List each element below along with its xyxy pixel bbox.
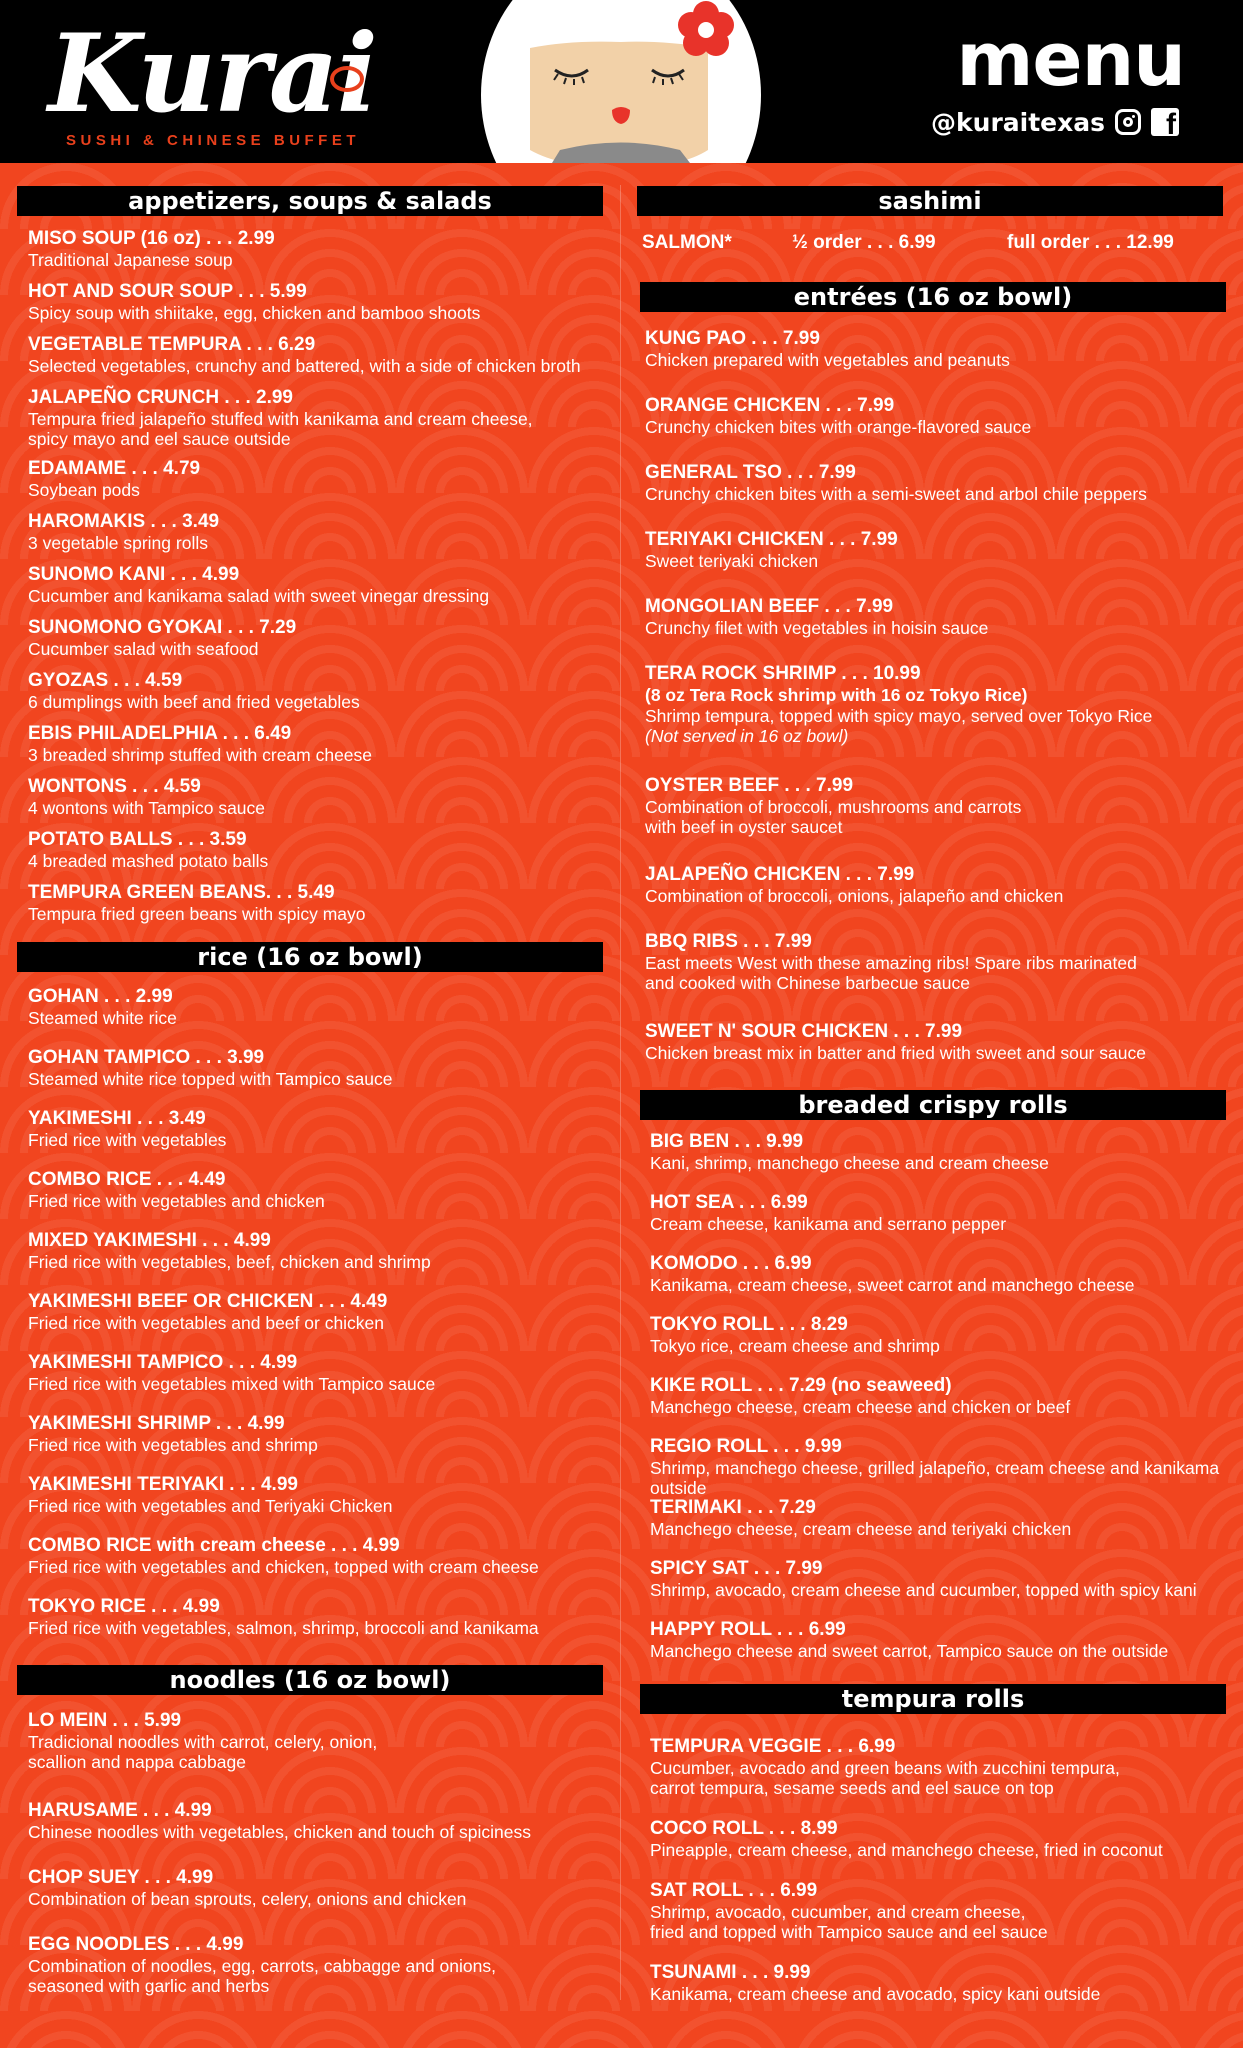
menu-item: ORANGE CHICKEN . . . 7.99 Crunchy chicken bites with orange-flavored sauce (645, 395, 1032, 437)
menu-item: SUNOMO KANI . . . 4.99 Cucumber and kanikama salad with sweet vinegar dressing (28, 564, 490, 606)
menu-item: KOMODO . . . 6.99 Kanikama, cream cheese, sweet carrot and manchego cheese (650, 1253, 1135, 1295)
menu-item: HAPPY ROLL . . . 6.99 Manchego cheese and sweet carrot, Tampico sauce on the outside (650, 1619, 1169, 1661)
section-header-noodles: noodles (16 oz bowl) (17, 1665, 603, 1695)
menu-item: POTATO BALLS . . . 3.59 4 breaded mashed potato balls (28, 829, 269, 871)
menu-item: KIKE ROLL . . . 7.29 (no seaweed) Manchego cheese, cream cheese and chicken or beef (650, 1375, 1071, 1417)
menu-item: TOKYO ROLL . . . 8.29 Tokyo rice, cream cheese and shrimp (650, 1314, 940, 1356)
menu-header (0, 0, 1243, 163)
menu-item: HOT SEA . . . 6.99 Cream cheese, kanikama and serrano pepper (650, 1192, 1007, 1234)
kurai-logo (48, 11, 376, 154)
sashimi-name: SALMON* (642, 232, 732, 253)
menu-item: SAT ROLL . . . 6.99 Shrimp, avocado, cucumber, and cream cheese, fried and topped with Tampico sauce and eel sauce (650, 1880, 1048, 1942)
menu-item: SPICY SAT . . . 7.99 Shrimp, avocado, cream cheese and cucumber, topped with spicy kani (650, 1558, 1197, 1600)
menu-item: TOKYO RICE . . . 4.99 Fried rice with vegetables, salmon, shrimp, broccoli and kanikama (28, 1596, 539, 1638)
menu-item: TERIYAKI CHICKEN . . . 7.99 Sweet teriyaki chicken (645, 529, 898, 571)
menu-item: LO MEIN . . . 5.99 Tradicional noodles with carrot, celery, onion, scallion and nappa cabbage (28, 1710, 378, 1772)
menu-item: YAKIMESHI SHRIMP . . . 4.99 Fried rice with vegetables and shrimp (28, 1413, 318, 1455)
menu-item: GENERAL TSO . . . 7.99 Crunchy chicken bites with a semi-sweet and arbol chile peppers (645, 462, 1147, 504)
menu-item: REGIO ROLL . . . 9.99 Shrimp, manchego cheese, grilled jalapeño, cream cheese and kanikama outside (650, 1436, 1220, 1498)
menu-item: WONTONS . . . 4.59 4 wontons with Tampico sauce (28, 776, 266, 818)
menu-item: YAKIMESHI TERIYAKI . . . 4.99 Fried rice with vegetables and Teriyaki Chicken (28, 1474, 393, 1516)
menu-item: TERA ROCK SHRIMP . . . 10.99 (8 oz Tera Rock shrimp with 16 oz Tokyo Rice) Shrimp tempura, topped with spicy mayo, served over Tokyo Rice (Not served in 16 oz bowl) (645, 663, 1153, 746)
logo-dot (330, 66, 364, 92)
menu-item: GOHAN TAMPICO . . . 3.99 Steamed white rice topped with Tampico sauce (28, 1047, 393, 1089)
menu-item: YAKIMESHI TAMPICO . . . 4.99 Fried rice with vegetables mixed with Tampico sauce (28, 1352, 436, 1394)
page-title: menu (956, 17, 1185, 103)
column-divider (620, 185, 621, 2000)
menu-item: MISO SOUP (16 oz) . . . 2.99 Traditional Japanese soup (28, 228, 275, 270)
menu-item: EGG NOODLES . . . 4.99 Combination of noodles, egg, carrots, cabbagge and onions, seasoned with garlic and herbs (28, 1934, 496, 1996)
menu-item: BBQ RIBS . . . 7.99 East meets West with these amazing ribs! Spare ribs marinated and cooked with Chinese barbecue sauce (645, 931, 1137, 993)
sashimi-half-order: ½ order . . . 6.99 (792, 232, 936, 253)
menu-item: SUNOMONO GYOKAI . . . 7.29 Cucumber salad with seafood (28, 617, 297, 659)
menu-item: EDAMAME . . . 4.79 Soybean pods (28, 458, 201, 500)
menu-item: HARUSAME . . . 4.99 Chinese noodles with vegetables, chicken and touch of spiciness (28, 1800, 531, 1842)
sashimi-full-order: full order . . . 12.99 (1007, 232, 1174, 253)
section-header-sashimi: sashimi (637, 186, 1223, 216)
menu-item: SWEET N' SOUR CHICKEN . . . 7.99 Chicken breast mix in batter and fried with sweet and sour sauce (645, 1021, 1146, 1063)
logo-wordmark: Kurai (48, 11, 376, 137)
menu-item: CHOP SUEY . . . 4.99 Combination of bean sprouts, celery, onions and chicken (28, 1867, 467, 1909)
menu-item: GYOZAS . . . 4.59 6 dumplings with beef and fried vegetables (28, 670, 360, 712)
instagram-icon[interactable] (1115, 109, 1141, 135)
menu-item: BIG BEN . . . 9.99 Kani, shrimp, manchego cheese and cream cheese (650, 1131, 1049, 1173)
menu-item: OYSTER BEEF . . . 7.99 Combination of broccoli, mushrooms and carrots with beef in oyster saucet (645, 775, 1022, 837)
menu-item: COMBO RICE with cream cheese . . . 4.99 Fried rice with vegetables and chicken, topped with cream cheese (28, 1535, 539, 1577)
menu-item: COMBO RICE . . . 4.49 Fried rice with vegetables and chicken (28, 1169, 325, 1211)
kokeshi-doll-illustration (480, 0, 762, 163)
facebook-icon[interactable]: f (1151, 108, 1179, 136)
menu-item: GOHAN . . . 2.99 Steamed white rice (28, 986, 177, 1028)
menu-item: COCO ROLL . . . 8.99 Pineapple, cream cheese, and manchego cheese, fried in coconut (650, 1818, 1163, 1860)
section-header-rice: rice (16 oz bowl) (17, 942, 603, 972)
logo-subtitle: SUSHI & CHINESE BUFFET (66, 132, 361, 149)
social-handle: @kuraitexas (931, 107, 1105, 137)
menu-item: TERIMAKI . . . 7.29 Manchego cheese, cream cheese and teriyaki chicken (650, 1497, 1072, 1539)
menu-item: EBIS PHILADELPHIA . . . 6.49 3 breaded shrimp stuffed with cream cheese (28, 723, 373, 765)
menu-item: HAROMAKIS . . . 3.49 3 vegetable spring rolls (28, 511, 220, 553)
social-links (931, 104, 1179, 140)
menu-item: JALAPEÑO CRUNCH . . . 2.99 Tempura fried jalapeño stuffed with kanikama and cream cheese, spicy mayo and eel sauce outside (28, 387, 533, 449)
menu-item: TEMPURA GREEN BEANS. . . 5.49 Tempura fried green beans with spicy mayo (28, 882, 366, 924)
menu-item: HOT AND SOUR SOUP . . . 5.99 Spicy soup with shiitake, egg, chicken and bamboo shoots (28, 281, 481, 323)
menu-item: MIXED YAKIMESHI . . . 4.99 Fried rice with vegetables, beef, chicken and shrimp (28, 1230, 431, 1272)
menu-item: YAKIMESHI . . . 3.49 Fried rice with vegetables (28, 1108, 227, 1150)
menu-item: TSUNAMI . . . 9.99 Kanikama, cream cheese and avocado, spicy kani outside (650, 1962, 1101, 2004)
section-header-breaded-crispy-rolls: breaded crispy rolls (640, 1090, 1226, 1120)
menu-item: VEGETABLE TEMPURA . . . 6.29 Selected vegetables, crunchy and battered, with a side of chicken broth (28, 334, 581, 376)
menu-item: JALAPEÑO CHICKEN . . . 7.99 Combination of broccoli, onions, jalapeño and chicken (645, 864, 1064, 906)
menu-item: TEMPURA VEGGIE . . . 6.99 Cucumber, avocado and green beans with zucchini tempura, carrot tempura, sesame seeds and eel sauce on top (650, 1736, 1120, 1798)
section-header-appetizers: appetizers, soups & salads (17, 186, 603, 216)
section-header-entrees: entrées (16 oz bowl) (640, 282, 1226, 312)
section-header-tempura-rolls: tempura rolls (640, 1684, 1226, 1714)
menu-item: YAKIMESHI BEEF OR CHICKEN . . . 4.49 Fried rice with vegetables and beef or chicken (28, 1291, 388, 1333)
menu-item: KUNG PAO . . . 7.99 Chicken prepared with vegetables and peanuts (645, 328, 1010, 370)
menu-item: MONGOLIAN BEEF . . . 7.99 Crunchy filet with vegetables in hoisin sauce (645, 596, 989, 638)
